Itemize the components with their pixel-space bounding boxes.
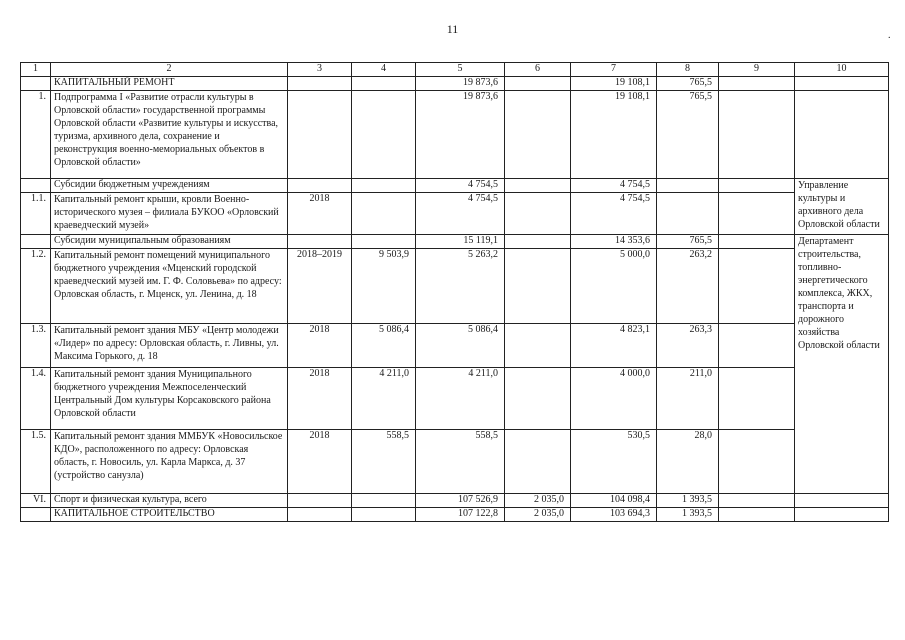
cell-value: 2 035,0 xyxy=(505,493,571,507)
page-number: 11 xyxy=(446,22,459,36)
row-index: 1.5. xyxy=(21,429,51,493)
column-header: 9 xyxy=(719,63,795,77)
row-title: Спорт и физическая культура, всего xyxy=(51,493,288,507)
cell-value: 4 000,0 xyxy=(571,367,657,429)
cell-value: 5 000,0 xyxy=(571,248,657,323)
cell-year: 2018–2019 xyxy=(288,248,352,323)
cell-total: 5 263,2 xyxy=(416,248,505,323)
cell-total: 107 526,9 xyxy=(416,493,505,507)
row-index: VI. xyxy=(21,493,51,507)
table-row xyxy=(21,178,889,192)
cell-value: 263,3 xyxy=(657,323,719,367)
row-title: КАПИТАЛЬНОЕ СТРОИТЕЛЬСТВО xyxy=(51,507,288,521)
cell-value: 2 035,0 xyxy=(505,507,571,521)
column-header: 8 xyxy=(657,63,719,77)
cell-cost: 9 503,9 xyxy=(352,248,416,323)
column-header: 10 xyxy=(795,63,889,77)
cell-year: 2018 xyxy=(288,429,352,493)
cell-cost: 558,5 xyxy=(352,429,416,493)
cell-cost: 4 211,0 xyxy=(352,367,416,429)
cell-total: 5 086,4 xyxy=(416,323,505,367)
cell-total: 19 873,6 xyxy=(416,90,505,178)
row-title: Подпрограмма I «Развитие отрасли культуры в Орловской области» государственной программы Орловской области «Развитие культуры и искусства, туризма, архивного дела, сохранение и реконструкция военно-мемориальных объектов в Орловской области» xyxy=(51,90,288,178)
cell-value: 1 393,5 xyxy=(657,493,719,507)
row-title: Капитальный ремонт здания Муниципального бюджетного учреждения Межпоселенческий Центральный Дом культуры Корсаковского района Орловской области xyxy=(51,367,288,429)
cell-value: 4 823,1 xyxy=(571,323,657,367)
column-number-row xyxy=(21,63,889,77)
row-index: 1.2. xyxy=(21,248,51,323)
column-header: 2 xyxy=(51,63,288,77)
column-header: 5 xyxy=(416,63,505,77)
cell-value: 28,0 xyxy=(657,429,719,493)
table-row xyxy=(21,90,889,178)
cell-value: 765,5 xyxy=(657,234,719,248)
table-row xyxy=(21,493,889,507)
cell-value: 14 353,6 xyxy=(571,234,657,248)
cell-year: 2018 xyxy=(288,192,352,234)
row-index: 1.4. xyxy=(21,367,51,429)
cell-value: 19 108,1 xyxy=(571,90,657,178)
cell-value: 4 754,5 xyxy=(571,192,657,234)
table-row xyxy=(21,507,889,521)
row-title: КАПИТАЛЬНЫЙ РЕМОНТ xyxy=(51,76,288,90)
table-row xyxy=(21,367,889,429)
row-index: 1. xyxy=(21,90,51,178)
cell-value: 4 754,5 xyxy=(571,178,657,192)
cell-value: 765,5 xyxy=(657,76,719,90)
row-index: 1.1. xyxy=(21,192,51,234)
cell-total: 19 873,6 xyxy=(416,76,505,90)
row-title: Капитальный ремонт здания МБУ «Центр молодежи «Лидер» по адресу: Орловская область, г. Ливны, ул. Максима Горького, д. 18 xyxy=(51,323,288,367)
table-row xyxy=(21,323,889,367)
cell-total: 15 119,1 xyxy=(416,234,505,248)
table-row xyxy=(21,429,889,493)
column-header: 1 xyxy=(21,63,51,77)
cell-total: 558,5 xyxy=(416,429,505,493)
cell-value: 765,5 xyxy=(657,90,719,178)
cell-total: 107 122,8 xyxy=(416,507,505,521)
row-title: Субсидии бюджетным учреждениям xyxy=(51,178,288,192)
table-row xyxy=(21,192,889,234)
corner-mark: . xyxy=(888,30,891,41)
table-row xyxy=(21,234,889,248)
row-title: Капитальный ремонт крыши, кровли Военно-исторического музея – филиала БУКОО «Орловский краеведческий музей» xyxy=(51,192,288,234)
row-index: 1.3. xyxy=(21,323,51,367)
cell-year: 2018 xyxy=(288,323,352,367)
cell-value: 19 108,1 xyxy=(571,76,657,90)
cell-value: 104 098,4 xyxy=(571,493,657,507)
table-row xyxy=(21,76,889,90)
row-title: Капитальный ремонт помещений муниципального бюджетного учреждения «Мценский городской краеведческий музей им. Г. Ф. Соловьева» по адресу: Орловская область, г. Мценск, ул. Ленина, д. 18 xyxy=(51,248,288,323)
budget-table xyxy=(20,62,889,522)
cell-value: 530,5 xyxy=(571,429,657,493)
column-header: 7 xyxy=(571,63,657,77)
responsible-agency: Управление культуры и архивного дела Орловской области xyxy=(795,178,889,234)
cell-cost: 5 086,4 xyxy=(352,323,416,367)
cell-year: 2018 xyxy=(288,367,352,429)
cell-total: 4 754,5 xyxy=(416,178,505,192)
cell-total: 4 211,0 xyxy=(416,367,505,429)
table-row xyxy=(21,248,889,323)
column-header: 6 xyxy=(505,63,571,77)
responsible-agency: Департамент строительства, топливно-энергетического комплекса, ЖКХ, транспорта и дорожного хозяйства Орловской области xyxy=(795,234,889,493)
column-header: 3 xyxy=(288,63,352,77)
row-title: Капитальный ремонт здания ММБУК «Новосильское КДО», расположенного по адресу: Орловская область, г. Новосиль, ул. Карла Маркса, д. 37 (устройство санузла) xyxy=(51,429,288,493)
cell-total: 4 754,5 xyxy=(416,192,505,234)
cell-value: 103 694,3 xyxy=(571,507,657,521)
cell-value: 263,2 xyxy=(657,248,719,323)
column-header: 4 xyxy=(352,63,416,77)
cell-value: 1 393,5 xyxy=(657,507,719,521)
cell-value: 211,0 xyxy=(657,367,719,429)
row-title: Субсидии муниципальным образованиям xyxy=(51,234,288,248)
